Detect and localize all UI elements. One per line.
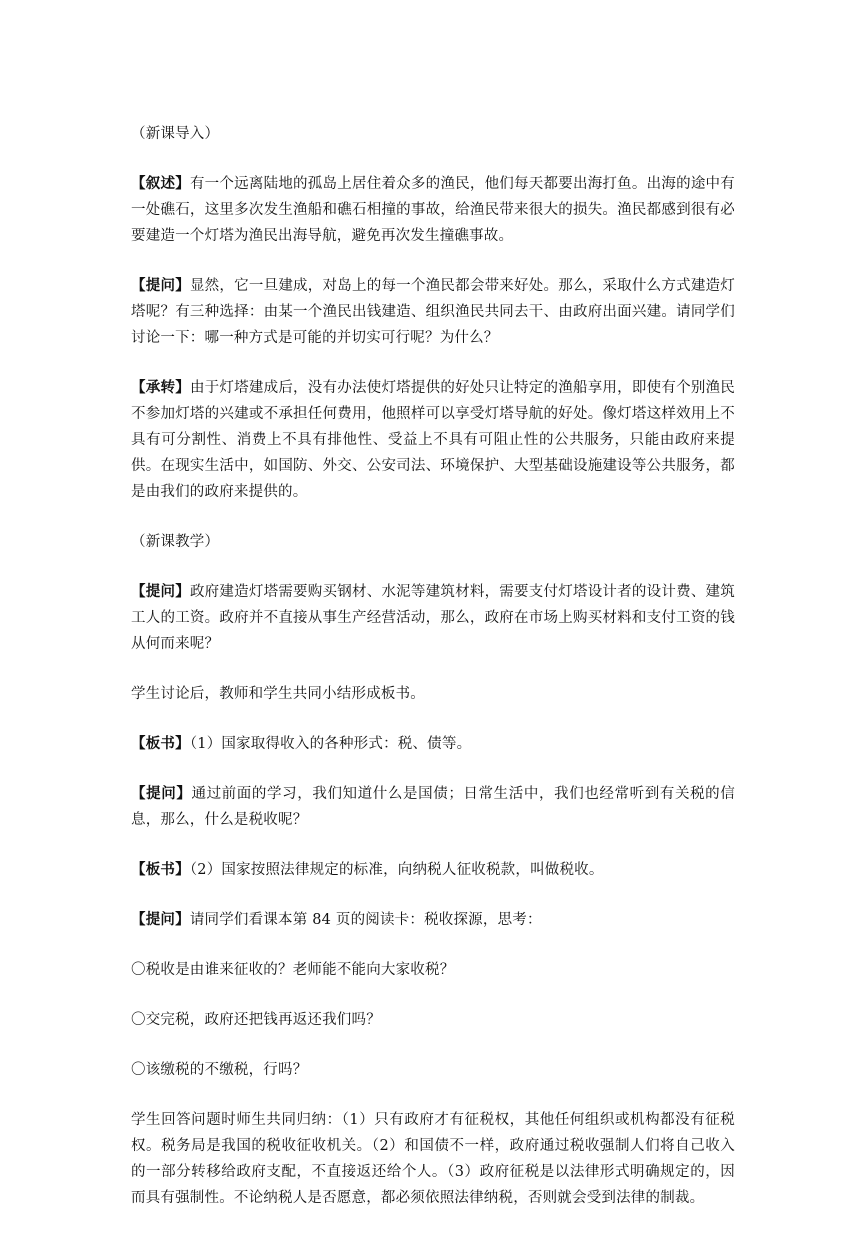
section-heading-teaching: （新课教学） bbox=[131, 534, 220, 550]
paragraph-board-1 bbox=[131, 731, 735, 757]
paragraph-text: 有一个远离陆地的孤岛上居住着众多的渔民，他们每天都要出海打鱼。出海的途中有一处礁石，这里多次发生渔船和礁石相撞的事故，给渔民带来很大的损失。渔民都感到很有必要建造一个灯塔为渔民出海导航，避免再次发生撞礁事故。 bbox=[131, 176, 735, 244]
paragraph-tag: 【叙述】 bbox=[131, 175, 190, 192]
paragraph-tag: 【提问】 bbox=[131, 785, 192, 802]
paragraph-board-2 bbox=[131, 857, 735, 883]
paragraph-discussion: 学生讨论后，教师和学生共同小结形成板书。 bbox=[131, 686, 425, 702]
paragraph-text: （1）国家取得收入的各种形式：税、债等。 bbox=[189, 736, 472, 752]
paragraph-text: （2）国家按照法律规定的标准，向纳税人征收税款，叫做税收。 bbox=[189, 862, 604, 878]
paragraph-question-2 bbox=[131, 579, 735, 657]
paragraph-text: 请同学们看课本第 84 页的阅读卡：税收探源，思考： bbox=[189, 912, 542, 928]
paragraph-question-1 bbox=[131, 273, 735, 351]
paragraph-tag: 【提问】 bbox=[131, 583, 190, 600]
paragraph-text: 通过前面的学习，我们知道什么是国债；日常生活中，我们也经常听到有关税的信息，那么，什么是税收呢？ bbox=[131, 786, 735, 828]
document-page bbox=[131, 121, 735, 1235]
paragraph-text: 显然，它一旦建成，对岛上的每一个渔民都会带来好处。那么，采取什么方式建造灯塔呢？有三种选择：由某一个渔民出钱建造、组织渔民共同去干、由政府出面兴建。请同学们讨论一下：哪一种方式是可能的并切实可行呢？为什么？ bbox=[131, 278, 735, 346]
question-item-2: 〇交完税，政府还把钱再返还我们吗？ bbox=[131, 1012, 381, 1028]
paragraph-tag: 【板书】 bbox=[131, 735, 190, 752]
question-item-1: 〇税收是由谁来征收的？老师能不能向大家收税？ bbox=[131, 962, 455, 978]
paragraph-tag: 【板书】 bbox=[131, 861, 190, 878]
paragraph-tag: 【提问】 bbox=[131, 911, 190, 928]
paragraph-question-3 bbox=[131, 781, 735, 833]
question-item-3: 〇该缴税的不缴税，行吗？ bbox=[131, 1062, 308, 1078]
paragraph-narration bbox=[131, 171, 735, 249]
paragraph-text: 由于灯塔建成后，没有办法使灯塔提供的好处只让特定的渔船享用，即使有个别渔民不参加灯塔的兴建或不承担任何费用，他照样可以享受灯塔导航的好处。像灯塔这样效用上不具有可分割性、消费上不具有排他性、受益上不具有可阻止性的公共服务，只能由政府来提供。在现实生活中，如国防、外交、公安司法、环境保护、大型基础设施建设等公共服务，都是由我们的政府来提供的。 bbox=[131, 380, 735, 500]
paragraph-transition bbox=[131, 375, 735, 505]
paragraph-text: 政府建造灯塔需要购买钢材、水泥等建筑材料，需要支付灯塔设计者的设计费、建筑工人的工资。政府并不直接从事生产经营活动，那么，政府在市场上购买材料和支付工资的钱从何而来呢？ bbox=[131, 584, 735, 652]
section-heading-intro: （新课导入） bbox=[131, 126, 220, 142]
paragraph-tag: 【提问】 bbox=[131, 277, 190, 294]
paragraph-tag: 【承转】 bbox=[131, 379, 190, 396]
paragraph-question-4 bbox=[131, 907, 735, 933]
paragraph-summary: 学生回答问题时师生共同归纳：（1）只有政府才有征税权，其他任何组织或机构都没有征税权。税务局是我国的税收征收机关。（2）和国债不一样，政府通过税收强制人们将自己收入的一部分转移给政府支配，不直接返还给个人。（3）政府征税是以法律形式明确规定的，因而具有强制性。不论纳税人是否愿意，都必须依照法律纳税，否则就会受到法律的制裁。 bbox=[131, 1112, 735, 1206]
